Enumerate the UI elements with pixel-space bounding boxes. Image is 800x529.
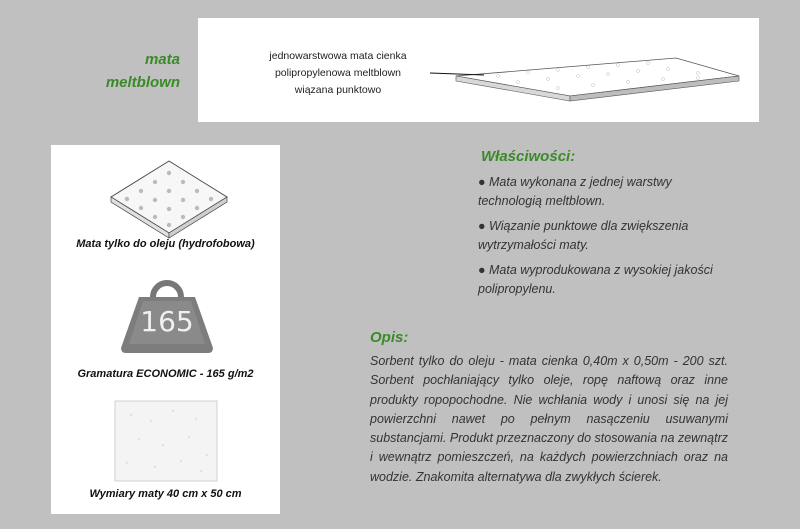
diagram-caption: [238, 48, 438, 99]
mat-type-label: Mata tylko do oleju (hydrofobowa): [76, 238, 255, 250]
size-label: Wymiary maty 40 cm x 50 cm: [89, 488, 242, 500]
diagram-caption-line1: jednowarstwowa mata cienka: [269, 50, 407, 62]
product-info-card: [51, 145, 280, 514]
mat-sample-image: [115, 401, 217, 481]
property-item-1: ● Mata wykonana z jednej warstwy technologią meltblown.: [478, 175, 672, 208]
description-text: Sorbent tylko do oleju - mata cienka 0,40m x 0,50m - 200 szt. Sorbent pochłaniający tylko oleje, ropę naftową oraz inne produkty ropopochodne. Nie wchłania wody i unosi się na jej powierzchni nawet po pełnym nasączeniu usuwanymi substancjami. Produkt przeznaczony do stosowania na zewnątrz i wewnątrz pomieszczeń, na każdych powierzchniach oraz na wodzie. Znakomita alternatywa dla zwykłych ścierek.: [370, 354, 728, 484]
properties-heading: Właściwości:: [481, 148, 576, 165]
mat-pad-icon: [111, 161, 227, 238]
property-item-2: ● Wiązanie punktowe dla zwiększenia wytrzymałości maty.: [478, 219, 689, 252]
diagram-caption-line2: polipropylenowa meltblown: [274, 67, 402, 79]
card-illustrations: [51, 145, 280, 514]
description-heading: Opis:: [370, 329, 409, 346]
product-title-line2: meltblown: [105, 74, 180, 91]
properties-list: [478, 173, 738, 305]
weight-label: Gramatura ECONOMIC - 165 g/m2: [77, 368, 254, 380]
product-title: [60, 48, 180, 94]
property-item-3: ● Mata wyprodukowana z wysokiej jakości polipropylenu.: [478, 263, 713, 296]
diagram-caption-line3: wiązana punktowo: [294, 84, 382, 96]
mat-cross-section-diagram: [198, 18, 759, 122]
weight-value-text: 165: [140, 305, 194, 338]
product-title-line1: mata: [144, 51, 180, 68]
